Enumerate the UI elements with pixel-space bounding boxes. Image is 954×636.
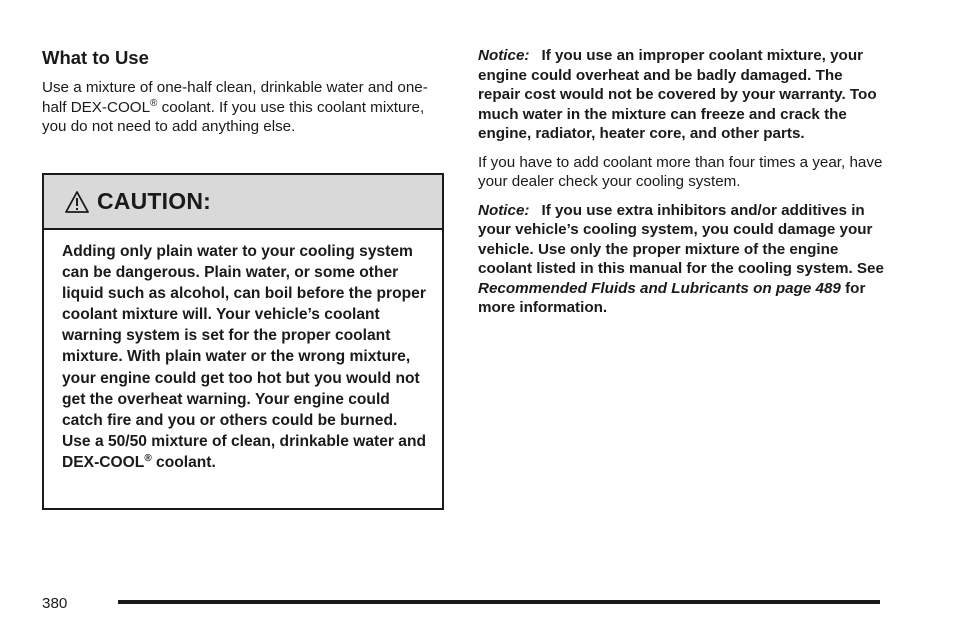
notice-text: If you use extra inhibitors and/or additives in your vehicle’s cooling system, you could damage your vehicle. Use only the proper mixture of the engine coolant listed in this manual for the cooling system. See (478, 201, 884, 277)
intro-text-part1: Use a mixture of one-half clean, drinkable water and one-half DEX-COOL (42, 79, 428, 116)
page-number: 380 (42, 595, 68, 612)
notice-text: If you use an improper coolant mixture, your engine could overheat and be badly damaged. The repair cost would not be covered by your warranty. Too much water in the mixture can freeze and crack the engine, radiator, heater core, and other parts. (478, 47, 877, 142)
caution-box (42, 173, 444, 510)
caution-body (44, 230, 442, 473)
right-column (478, 46, 888, 318)
left-column (42, 46, 444, 137)
caution-text-part1: Adding only plain water to your cooling system can be dangerous. Plain water, or some other liquid such as alcohol, can boil before the proper coolant mixture will. Your vehicle’s coolant warning system is set for the proper coolant mixture. With plain water or the wrong mixture, your engine could get too hot but you would not get the overheat warning. Your engine could catch fire and you or others could be burned. Use a 50/50 mixture of clean, drinkable water and DEX-COOL (62, 243, 427, 471)
registered-mark: ® (144, 452, 152, 464)
caution-title: CAUTION: (97, 188, 212, 214)
cross-reference-link[interactable]: Recommended Fluids and Lubricants on page 489 (478, 279, 841, 297)
caution-header (44, 175, 442, 230)
coolant-paragraph: If you have to add coolant more than four times a year, have your dealer check your cooling system. (478, 153, 883, 190)
footer-rule (118, 600, 880, 604)
notice-inhibitors (478, 201, 888, 318)
intro-text-part2: coolant. If you use this coolant mixture, you do not need to add anything else. (42, 98, 425, 135)
notice-label: Notice: (478, 201, 530, 219)
registered-mark: ® (150, 97, 158, 109)
intro-paragraph (42, 78, 444, 137)
caution-text-part2: coolant. (151, 453, 216, 471)
section-heading: What to Use (42, 47, 149, 68)
notice-text-end: for more information. (478, 279, 866, 316)
notice-label: Notice: (478, 47, 530, 64)
notice-overheat (478, 46, 888, 144)
warning-triangle-icon (65, 190, 89, 214)
